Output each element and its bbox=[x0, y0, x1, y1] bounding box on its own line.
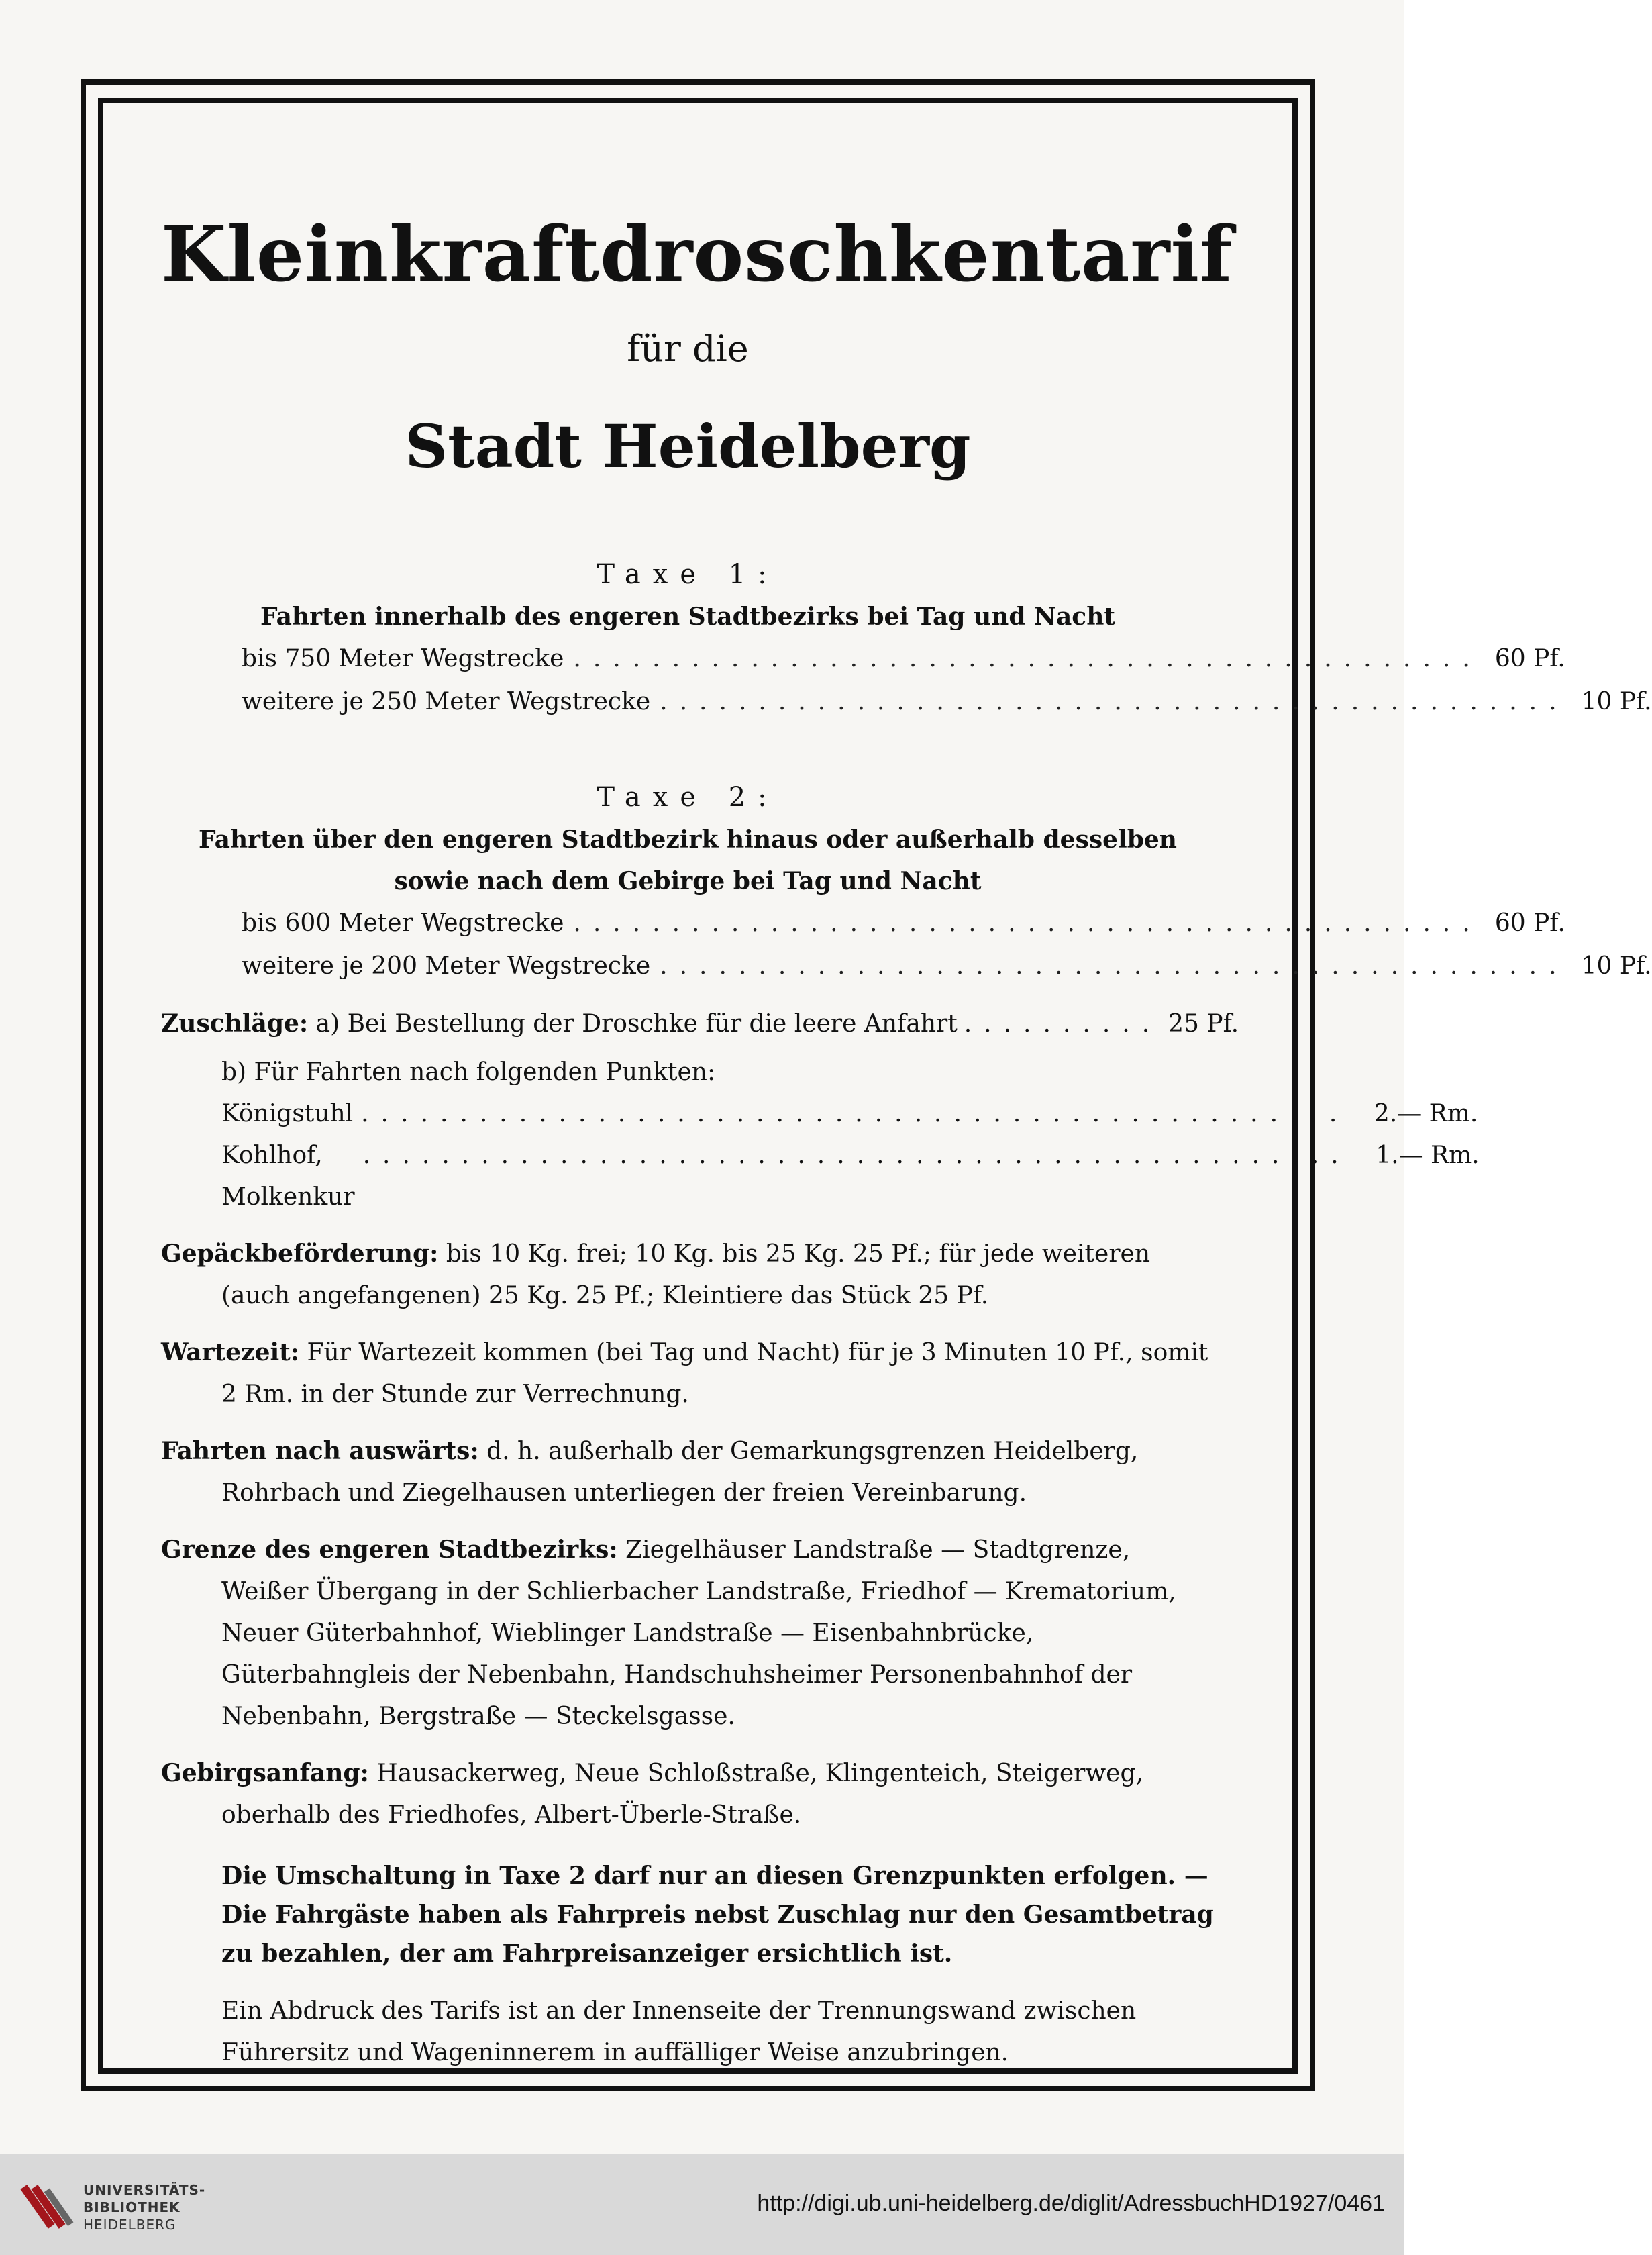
rate-label: bis 750 Meter Wegstrecke bbox=[242, 645, 564, 672]
district-border-text: Ziegelhäuser Landstraße — Stadtgrenze, Weißer Übergang in der Schlierbacher Landstraße, Friedhof — Krematorium, Neuer Güterbahnhof, Wieblinger Landstraße — Eisenbahnbrücke, Güterbahngleis der Nebenbahn, Handschuhsheimer Personenbahnhof der Nebenbahn, Bergstraße — Steckelsgasse. bbox=[221, 1536, 1176, 1730]
city-name: Stadt Heidelberg bbox=[405, 411, 971, 481]
rate-label: weitere je 250 Meter Wegstrecke bbox=[242, 688, 651, 715]
library-name-line: HEIDELBERG bbox=[83, 2217, 176, 2233]
district-border-lead: Grenze des engeren Stadtbezirks: bbox=[161, 1536, 618, 1564]
point-label: Kohlhof, Molkenkur bbox=[221, 1142, 355, 1211]
surcharge-b-text: b) Für Fahrten nach folgenden Punkten: bbox=[221, 1058, 716, 1086]
leader-dots: .............................................. bbox=[660, 688, 1569, 715]
surcharge-a-row bbox=[161, 1003, 1239, 1045]
rate-price: 60 Pf. bbox=[1494, 909, 1565, 937]
mountain-start-text: Hausackerweg, Neue Schloßstraße, Klingenteich, Steigerweg, oberhalb des Friedhofes, Albert-Überle-Straße. bbox=[221, 1760, 1143, 1829]
waiting-time-text: Für Wartezeit kommen (bei Tag und Nacht) für je 3 Minuten 10 Pf., somit 2 Rm. in der Stunde zur Verrechnung. bbox=[221, 1339, 1208, 1408]
outside-trips-text: d. h. außerhalb der Gemarkungsgrenzen Heidelberg, Rohrbach und Ziegelhausen unterliegen der freien Vereinbarung. bbox=[221, 1438, 1139, 1507]
taxe1-rate-row bbox=[161, 638, 1565, 681]
leader-dots: .............................................. bbox=[573, 909, 1482, 937]
luggage-paragraph bbox=[161, 1233, 1215, 1317]
leader-dots: .......... bbox=[964, 1010, 1162, 1038]
library-name-line: UNIVERSITÄTS- bbox=[83, 2182, 206, 2198]
closing-paragraph: Ein Abdruck des Tarifs ist an der Innenseite der Trennungswand zwischen Führersitz und Wageninnerem in auffälliger Weise anzubringen. bbox=[221, 1997, 1137, 2066]
point-price: 2.— Rm. bbox=[1374, 1100, 1478, 1128]
waiting-time-paragraph bbox=[161, 1332, 1215, 1415]
source-url-link[interactable]: http://digi.ub.uni-heidelberg.de/diglit/AdressbuchHD1927/0461 bbox=[757, 2191, 1385, 2216]
surcharge-point-row bbox=[161, 1093, 1478, 1135]
document-title: Kleinkraftdroschkentarif bbox=[161, 211, 1233, 299]
taxe1-rate-row bbox=[161, 681, 1652, 723]
footer-bar bbox=[0, 2154, 1404, 2255]
switching-notice bbox=[161, 1856, 1215, 1973]
outside-trips-paragraph bbox=[161, 1430, 1215, 1514]
surcharge-a-text: a) Bei Bestellung der Droschke für die leere Anfahrt bbox=[315, 1010, 958, 1038]
surcharges-lead: Zuschläge: bbox=[161, 1009, 309, 1038]
tariff-content bbox=[161, 201, 1652, 2074]
waiting-time-lead: Wartezeit: bbox=[161, 1338, 300, 1366]
rate-label: weitere je 200 Meter Wegstrecke bbox=[242, 952, 651, 980]
taxe2-rate-row bbox=[161, 945, 1652, 988]
surcharge-b-heading-row bbox=[161, 1052, 1215, 1093]
surcharge-point-row bbox=[161, 1135, 1480, 1218]
surcharge-a-price: 25 Pf. bbox=[1168, 1010, 1239, 1038]
rate-label: bis 600 Meter Wegstrecke bbox=[242, 909, 564, 937]
taxe2-description: Fahrten über den engeren Stadtbezirk hinaus oder außerhalb desselben sowie nach dem Gebirge bei Tag und Nacht bbox=[199, 825, 1177, 895]
library-name-line: BIBLIOTHEK bbox=[83, 2199, 180, 2215]
taxe1-heading: Taxe 1: bbox=[597, 559, 779, 590]
point-price: 1.— Rm. bbox=[1376, 1142, 1480, 1169]
leader-dots: .................................................. bbox=[361, 1100, 1349, 1128]
mountain-start-paragraph bbox=[161, 1752, 1215, 1836]
switching-notice-text: Die Umschaltung in Taxe 2 darf nur an diesen Grenzpunkten erfolgen. — Die Fahrgäste haben als Fahrpreis nebst Zuschlag nur den Gesamtbetrag zu bezahlen, der am Fahrpreisanzeiger ersichtlich ist. bbox=[221, 1862, 1214, 1968]
taxe2-heading: Taxe 2: bbox=[597, 782, 779, 813]
leader-dots: .............................................. bbox=[573, 645, 1482, 672]
luggage-text: bis 10 Kg. frei; 10 Kg. bis 25 Kg. 25 Pf.; für jede weiteren (auch angefangenen) 25 Kg. 25 Pf.; Kleintiere das Stück 25 Pf. bbox=[221, 1240, 1151, 1309]
rate-price: 60 Pf. bbox=[1494, 645, 1565, 672]
taxe1-description: Fahrten innerhalb des engeren Stadtbezirks bei Tag und Nacht bbox=[260, 603, 1115, 631]
district-border-paragraph bbox=[161, 1529, 1215, 1738]
leader-dots: .............................................. bbox=[660, 952, 1569, 980]
rate-price: 10 Pf. bbox=[1581, 952, 1652, 980]
library-name bbox=[83, 2181, 205, 2234]
leader-dots: .................................................. bbox=[362, 1142, 1351, 1169]
luggage-lead: Gepäckbeförderung: bbox=[161, 1240, 439, 1268]
taxe2-rate-row bbox=[161, 902, 1565, 945]
library-logo-icon bbox=[20, 2180, 74, 2234]
rate-price: 10 Pf. bbox=[1581, 688, 1652, 715]
document-subtitle: für die bbox=[627, 328, 749, 370]
mountain-start-lead: Gebirgsanfang: bbox=[161, 1759, 369, 1787]
outside-trips-lead: Fahrten nach auswärts: bbox=[161, 1437, 479, 1465]
point-label: Königstuhl bbox=[221, 1100, 354, 1128]
